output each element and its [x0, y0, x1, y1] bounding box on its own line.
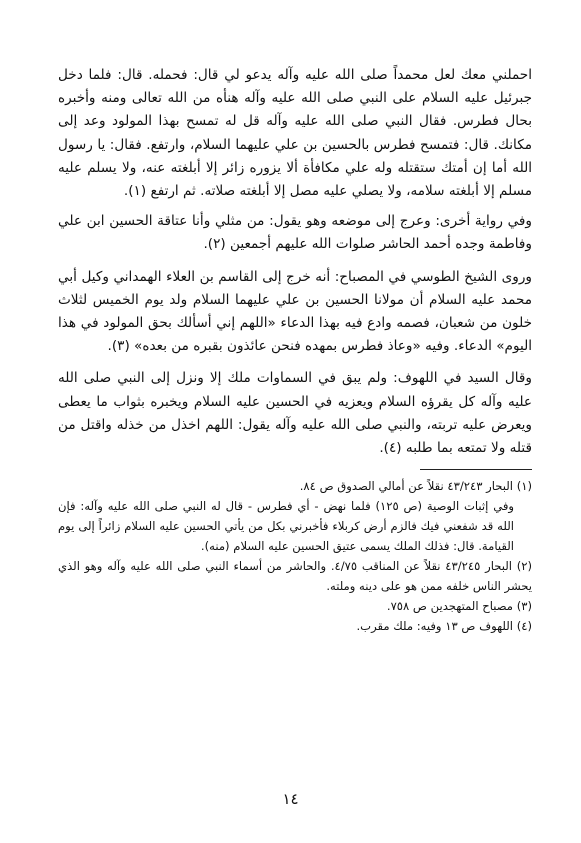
footnote-separator [420, 469, 532, 470]
paragraph-4: وقال السيد في اللهوف: ولم يبق في السماوات ملك إلا ونزل إلى النبي صلى الله عليه وآله كل يقرؤه السلام ويعزيه في الحسين عليه السلام ويخبره بثواب ما يعطى ويعرض عليه تربته، والنبي صلى الله عليه وآله يقول: اللهم اخذل من خذله واقتل من قتله ولا تمتعه بما طلبه (٤). [58, 370, 532, 457]
footnote-4: (٤) اللهوف ص ١٣ وفيه: ملك مقرب. [356, 619, 532, 634]
footnote-2: (٢) البحار ٤٣/٢٤٥ نقلاً عن المناقب ٤/٧٥. والحاشر من أسماء النبي صلى الله عليه وآله وهو الذي يحشر الناس خلفه ممن هو على دينه وملته. [58, 559, 532, 594]
book-page [58, 64, 532, 636]
footnote-3: (٣) مصباح المتهجدين ص ٧٥٨. [386, 599, 532, 614]
paragraph-1: احملني معك لعل محمداً صلى الله عليه وآله يدعو لي قال: فحمله. قال: فلما دخل جبرئيل عليه السلام على النبي صلى الله عليه وآله هنأه من الله تعالى ومنه وأخبره بحال فطرس. فقال النبي صلى الله عليه وآله قل له تمسح بهذا المولود وعد إلى مكانك. قال: فتمسح فطرس بالحسين بن علي عليهما السلام، وارتفع. فقال: يا رسول الله أما إن أمتك ستقتله وله علي مكافأة ألا يزوره زائر إلا أبلغته عنه، ولا يسلم عليه مسلم إلا أبلغته سلامه، ولا يصلي عليه مصل إلا أبلغته صلاته. ثم ارتفع (١). [58, 67, 532, 200]
footnotes [58, 476, 532, 636]
page-number: ١٤ [282, 790, 299, 808]
paragraph-3: وروى الشيخ الطوسي في المصباح: أنه خرج إلى القاسم بن العلاء الهمداني وكيل أبي محمد عليه السلام أن مولانا الحسين بن علي عليهما السلام ولد يوم الخميس لثلاث خلون من شعبان، فصمه وادع فيه بهذا الدعاء «اللهم إني أسألك بحق المولود في هذا اليوم» الدعاء. وفيه «وعاذ فطرس بمهده فنحن عائذون بقبره من بعده» (٣). [58, 268, 532, 355]
footnote-1: (١) البحار ٤٣/٢٤٣ نقلاً عن أمالي الصدوق ص ٨٤. [299, 479, 532, 494]
paragraph-2: وفي رواية أخرى: وعرج إلى موضعه وهو يقول: من مثلي وأنا عتاقة الحسين ابن علي وفاطمة وجده أحمد الحاشر صلوات الله عليهم أجمعين (٢). [58, 213, 532, 253]
footnote-1-note: وفي إثبات الوصية (ص ١٢٥) فلما نهض - أي فطرس - قال له النبي صلى الله عليه وآله: فإن الله قد شفعني فيك فالزم أرض كربلاء فأخبرني بكل من يأتي الحسين عليه السلام زائراً إلى يوم القيامة. قال: فذلك الملك يسمى عتيق الحسين عليه السلام (منه). [58, 499, 515, 554]
main-text [58, 64, 532, 460]
